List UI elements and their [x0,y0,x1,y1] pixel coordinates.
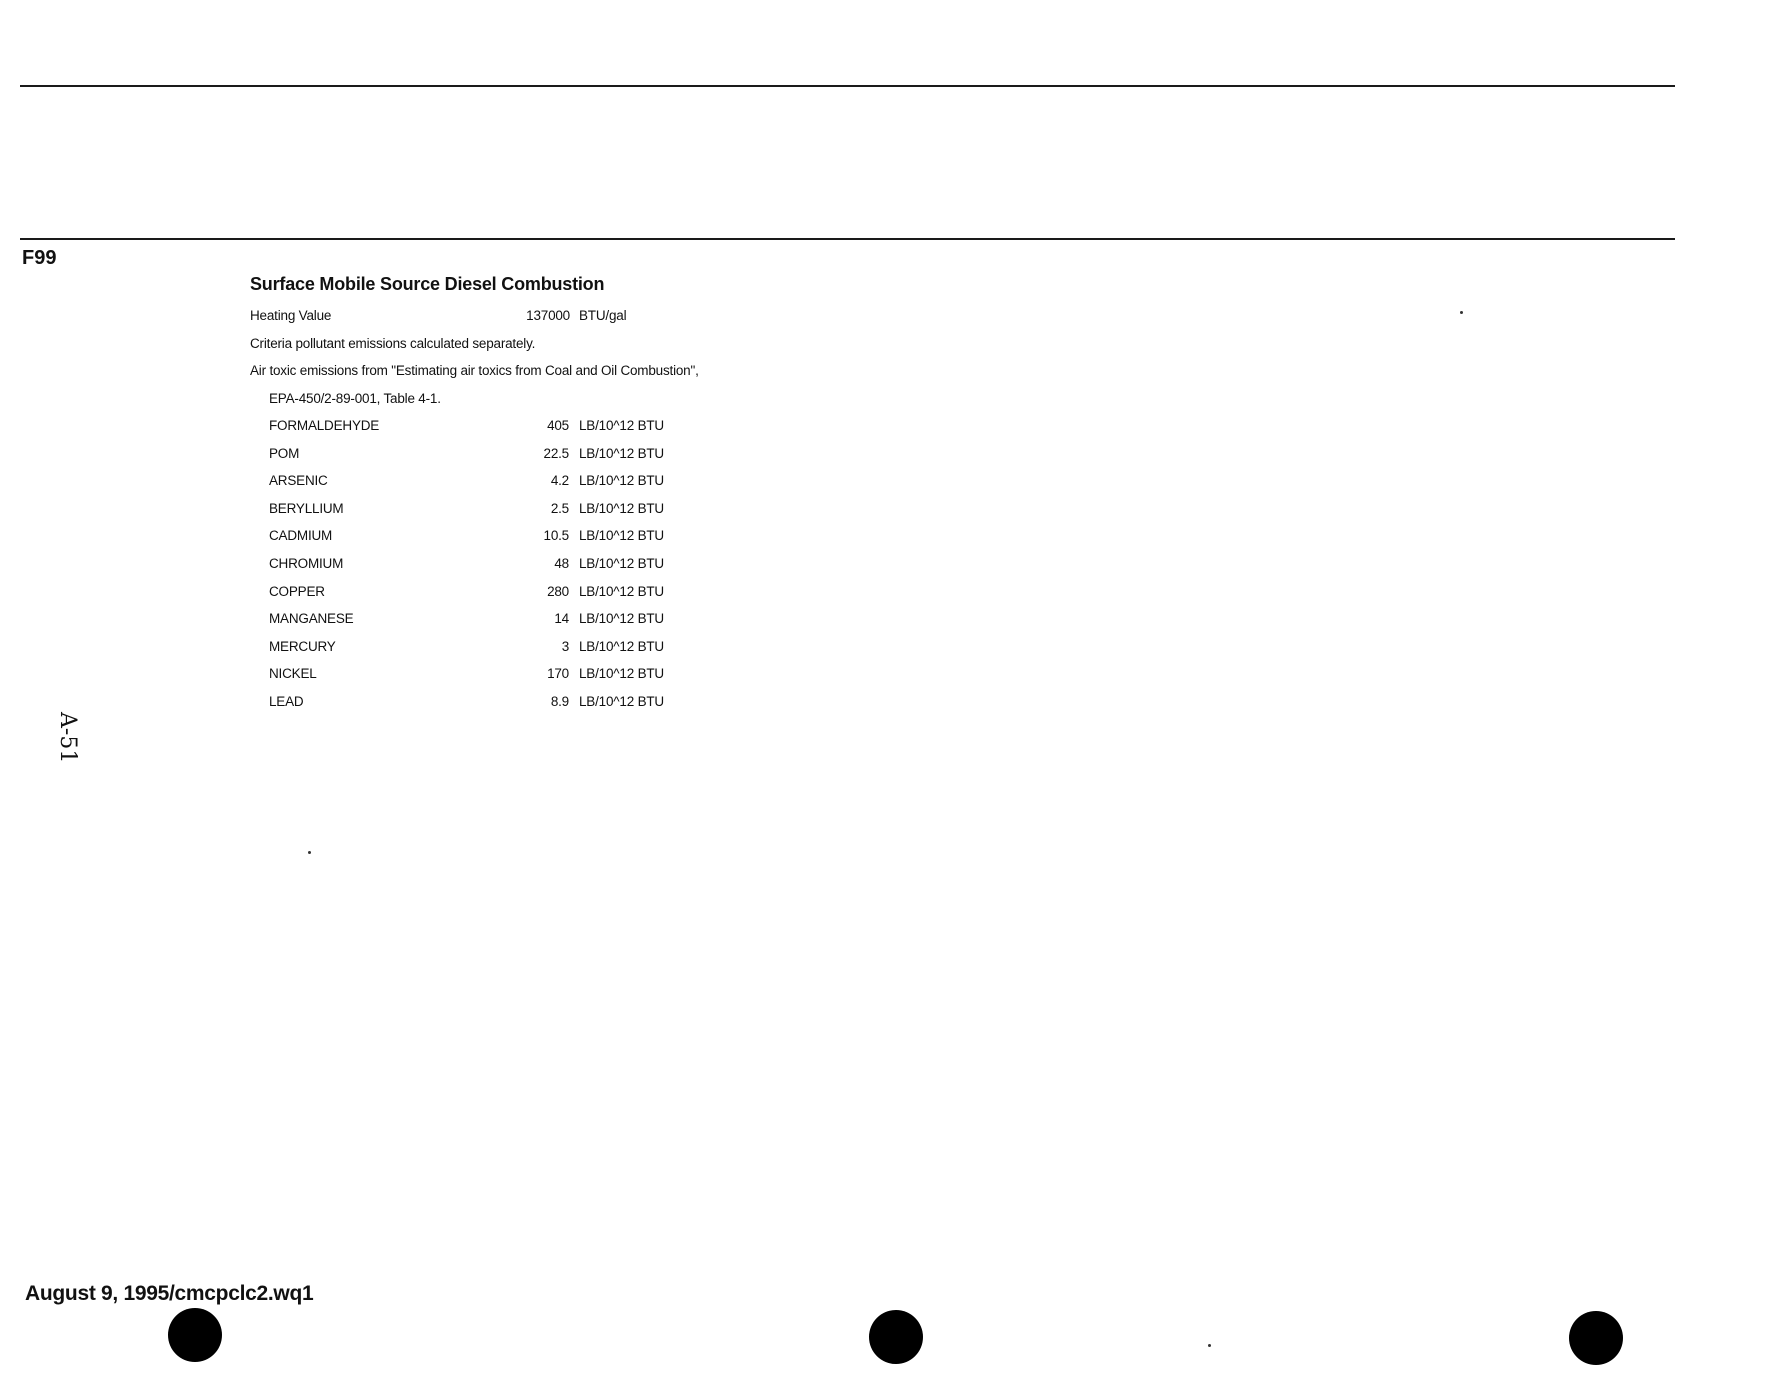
pollutant-name: BERYLLIUM [269,500,344,516]
page-number: A-51 [55,712,80,764]
heating-value-unit: BTU/gal [579,308,627,323]
heating-value-number: 137000 [526,308,570,323]
pollutant-name: POM [269,445,300,461]
pollutant-name: MERCURY [269,638,336,654]
binder-hole-right [1569,1311,1623,1365]
pollutant-value: 170 [547,666,569,682]
pollutant-name: NICKEL [269,666,317,682]
pollutant-unit: LB/10^12 BTU [579,693,664,709]
pollutant-value: 405 [547,418,569,433]
pollutant-value: 4.2 [550,473,569,489]
footer-date-file: August 9, 1995/cmcpclc2.wq1 [25,1282,314,1305]
binder-hole-center [869,1310,923,1364]
pollutant-name: MANGANESE [269,611,354,627]
heating-value-label: Heating Value [250,308,332,323]
pollutant-name: CADMIUM [269,528,333,544]
scan-speck [1208,1344,1211,1347]
pollutant-value: 8.9 [550,693,569,709]
top-rule [20,85,1675,87]
pollutant-unit: LB/10^12 BTU [579,583,664,599]
page-title: Surface Mobile Source Diesel Combustion [250,274,605,294]
pollutant-unit: LB/10^12 BTU [579,528,664,544]
scan-speck [1460,311,1463,314]
pollutant-name: FORMALDEHYDE [269,418,380,433]
pollutant-name: ARSENIC [269,473,328,489]
pollutant-unit: LB/10^12 BTU [579,638,664,654]
pollutant-name: COPPER [269,583,325,599]
pollutant-name: CHROMIUM [269,555,344,571]
pollutant-unit: LB/10^12 BTU [579,473,664,489]
pollutant-unit: LB/10^12 BTU [579,445,664,461]
pollutant-unit: LB/10^12 BTU [579,500,664,516]
scan-speck [308,851,311,854]
pollutant-value: 10.5 [543,528,569,544]
pollutant-value: 280 [547,583,569,599]
note-criteria: Criteria pollutant emissions calculated separately. [250,336,536,351]
pollutant-unit: LB/10^12 BTU [579,666,664,682]
section-code: F99 [22,247,57,269]
note-reference: EPA-450/2-89-001, Table 4-1. [269,391,441,406]
pollutant-unit: LB/10^12 BTU [579,611,664,627]
pollutant-value: 14 [554,611,569,627]
pollutant-value: 3 [561,638,569,654]
pollutant-value: 48 [554,555,569,571]
header-rule [20,238,1675,240]
pollutant-unit: LB/10^12 BTU [579,418,664,433]
pollutant-value: 2.5 [550,500,569,516]
note-source: Air toxic emissions from "Estimating air toxics from Coal and Oil Combustion", [250,363,699,378]
pollutant-value: 22.5 [543,445,569,461]
pollutant-unit: LB/10^12 BTU [579,555,664,571]
binder-hole-left [168,1308,222,1362]
pollutant-name: LEAD [269,693,304,709]
